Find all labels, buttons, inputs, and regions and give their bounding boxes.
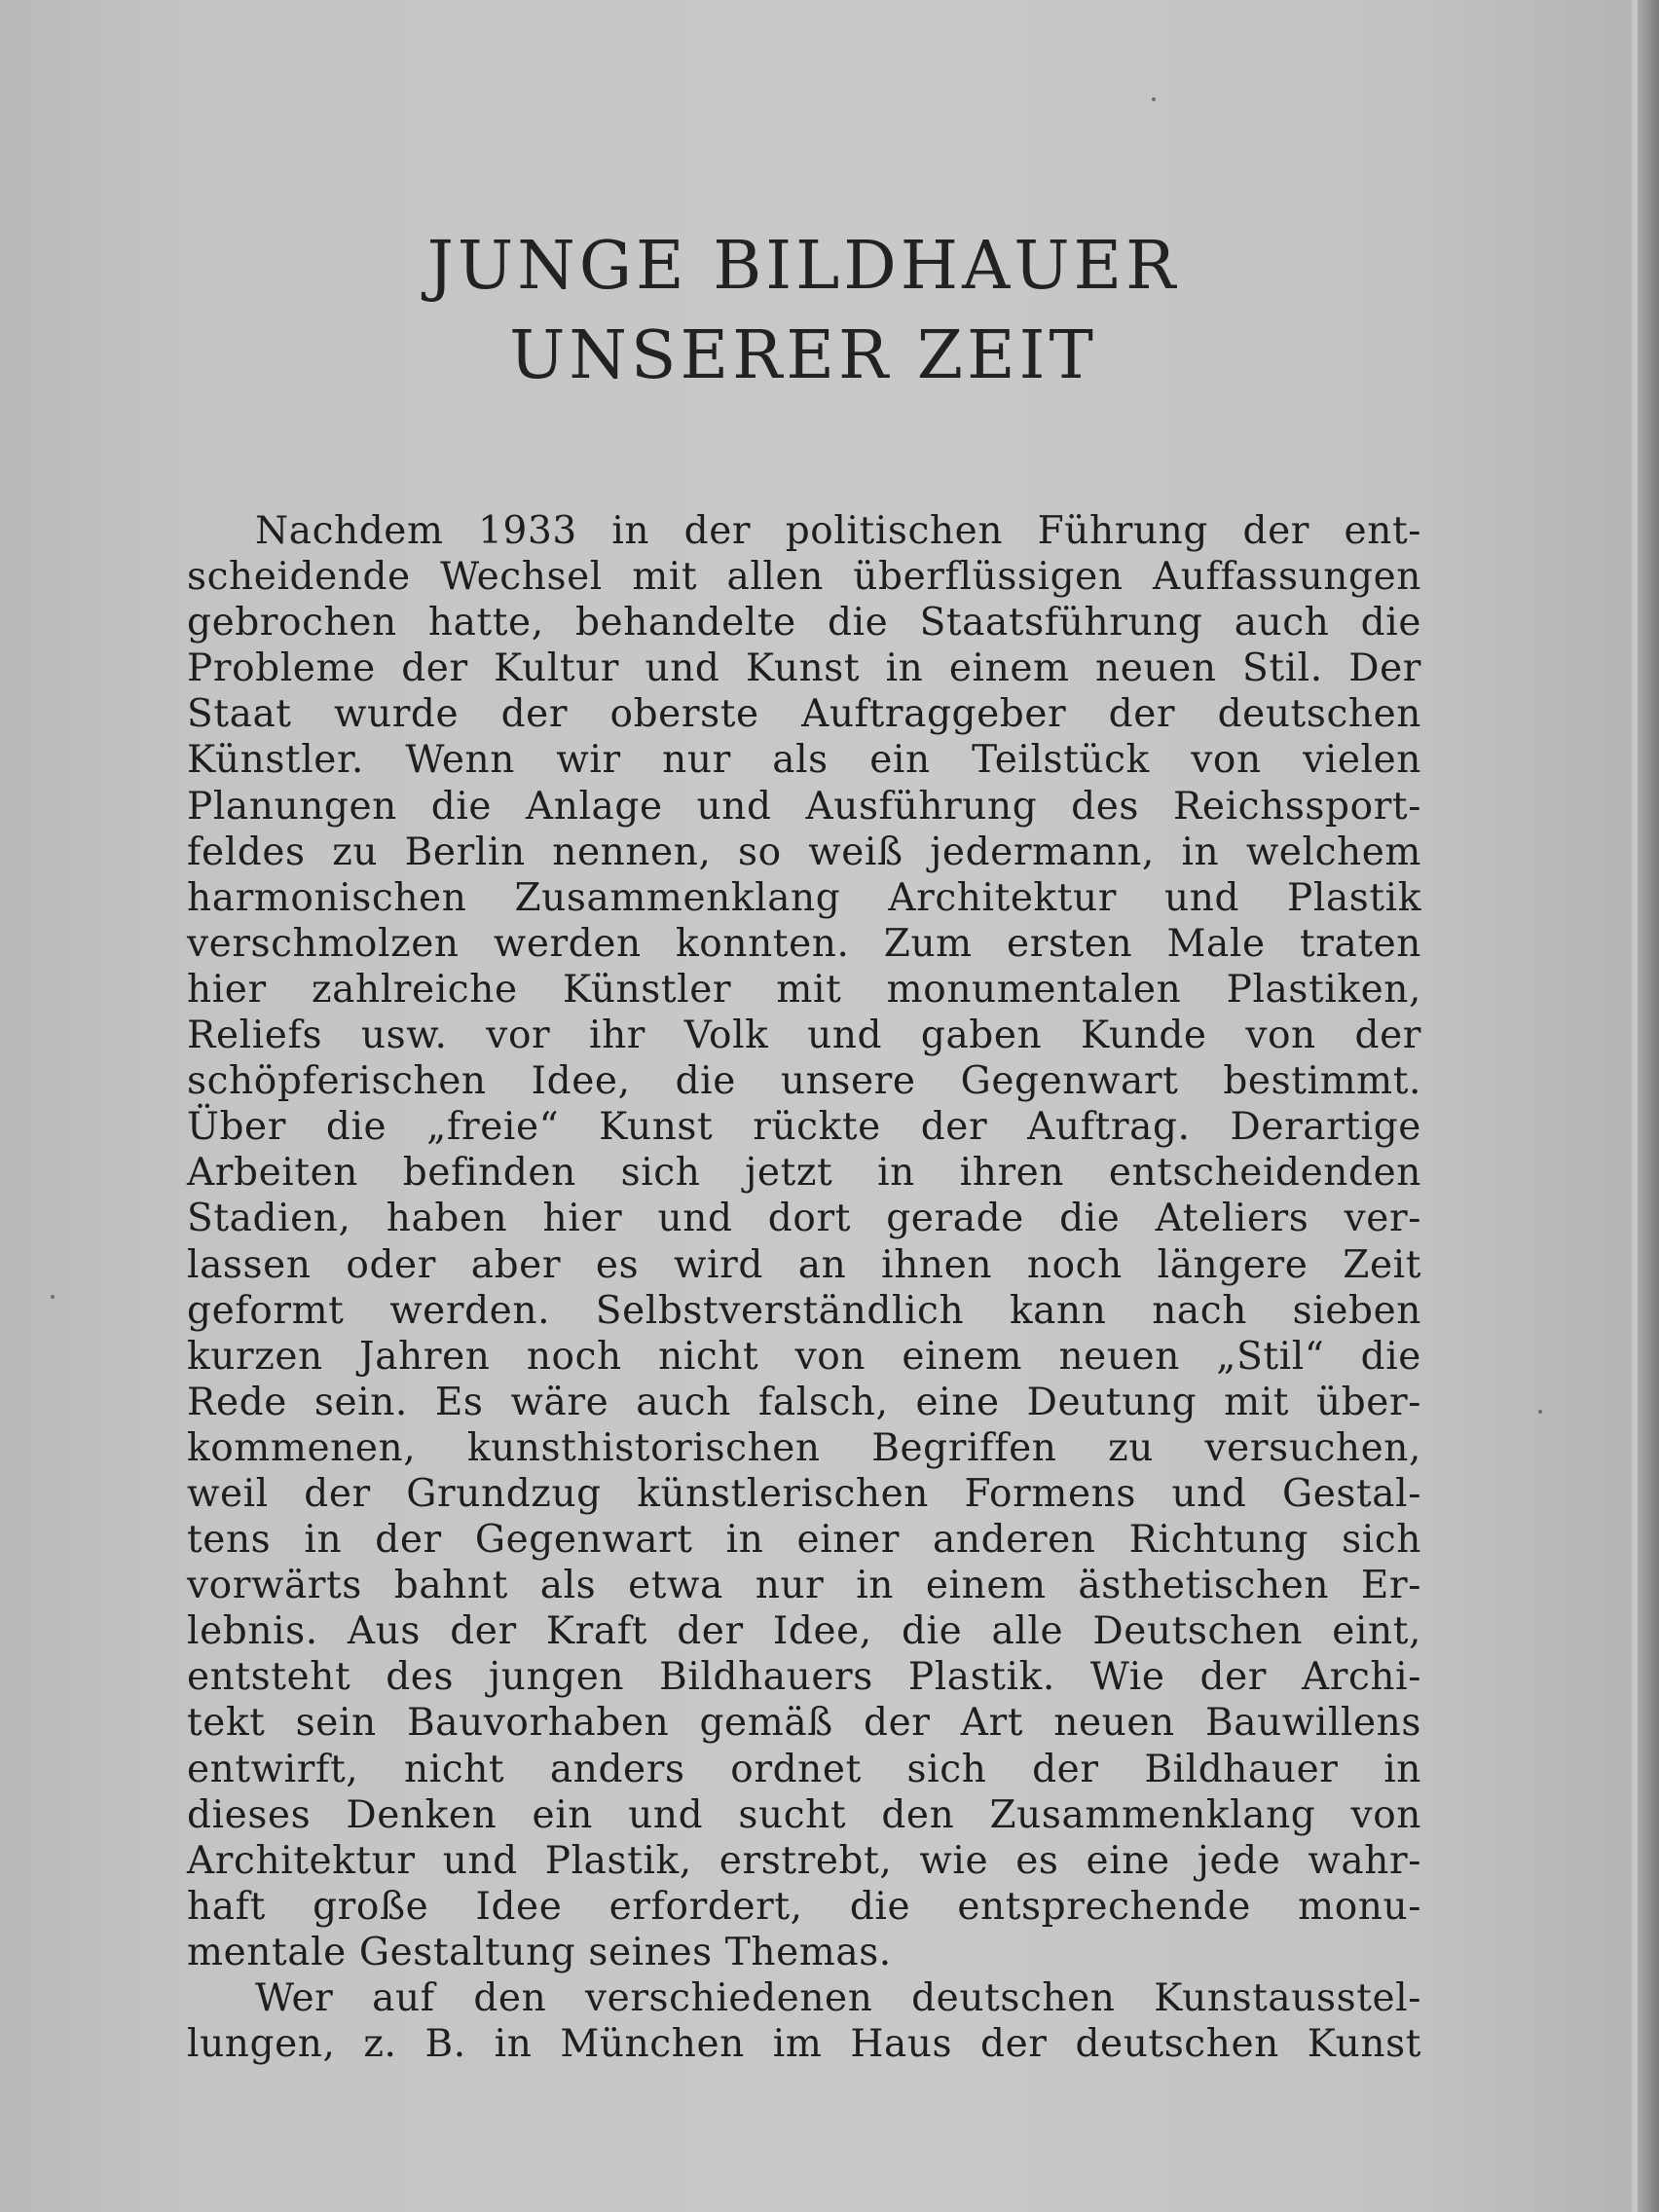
- text-line: Reliefs usw. vor ihr Volk und gaben Kunde von der: [187, 1014, 1421, 1058]
- body-text: [187, 508, 1421, 2067]
- text-line: tens in der Gegenwart in einer anderen Richtung sich: [187, 1518, 1421, 1563]
- text-line: Wer auf den verschiedenen deutschen Kunstausstel-: [255, 1976, 1421, 2020]
- text-line: feldes zu Berlin nennen, so weiß jedermann, in welchem: [187, 830, 1421, 874]
- text-line: hier zahlreiche Künstler mit monumentalen Plastiken,: [187, 967, 1421, 1012]
- text-line: entwirft, nicht anders ordnet sich der Bildhauer in: [187, 1747, 1421, 1791]
- text-line: Probleme der Kultur und Kunst in einem neuen Stil. Der: [187, 646, 1421, 691]
- page-title: [0, 222, 1606, 401]
- text-line: entsteht des jungen Bildhauers Plastik. Wie der Archi-: [187, 1655, 1421, 1700]
- text-line: Planungen die Anlage und Ausführung des Reichssport-: [187, 784, 1421, 829]
- text-line: schöpferischen Idee, die unsere Gegenwart bestimmt.: [187, 1059, 1421, 1104]
- text-line: weil der Grundzug künstlerischen Formens und Gestal-: [187, 1471, 1421, 1516]
- text-line: dieses Denken ein und sucht den Zusammenklang von: [187, 1792, 1421, 1837]
- page-edge: [1638, 0, 1659, 2212]
- text-line: lassen oder aber es wird an ihnen noch längere Zeit: [187, 1242, 1421, 1287]
- text-line: haft große Idee erfordert, die entsprechende monu-: [187, 1884, 1421, 1929]
- paper-speck: [51, 1295, 55, 1299]
- text-line: Künstler. Wenn wir nur als ein Teilstück von vielen: [187, 738, 1421, 783]
- title-line-1: JUNGE BILDHAUER: [426, 228, 1180, 305]
- title-line-2: UNSERER ZEIT: [509, 317, 1097, 394]
- text-line: Rede sein. Es wäre auch falsch, eine Deutung mit über-: [187, 1380, 1421, 1424]
- paragraph-2: [187, 1975, 1421, 2067]
- text-line: lebnis. Aus der Kraft der Idee, die alle Deutschen eint,: [187, 1609, 1421, 1654]
- text-line: Architektur und Plastik, erstrebt, wie es eine jede wahr-: [187, 1838, 1421, 1883]
- text-line: tekt sein Bauvorhaben gemäß der Art neuen Bauwillens: [187, 1701, 1421, 1746]
- paragraph-1: [187, 508, 1421, 1975]
- text-line: vorwärts bahnt als etwa nur in einem ästhetischen Er-: [187, 1564, 1421, 1608]
- text-line: kommenen, kunsthistorischen Begriffen zu versuchen,: [187, 1425, 1421, 1470]
- text-line: geformt werden. Selbstverständlich kann nach sieben: [187, 1288, 1421, 1333]
- text-line: kurzen Jahren noch nicht von einem neuen „Stil“ die: [187, 1334, 1421, 1379]
- paper-speck: [1538, 1410, 1542, 1414]
- text-line: gebrochen hatte, behandelte die Staatsführung auch die: [187, 601, 1421, 645]
- text-line: Stadien, haben hier und dort gerade die Ateliers ver-: [187, 1197, 1421, 1241]
- text-line: Nachdem 1933 in der politischen Führung der ent-: [255, 509, 1421, 553]
- paper-speck: [1152, 97, 1156, 101]
- text-line: Arbeiten befinden sich jetzt in ihren entscheidenden: [187, 1151, 1421, 1196]
- text-line: scheidende Wechsel mit allen überflüssigen Auffassungen: [187, 555, 1421, 600]
- text-line: lungen, z. B. in München im Haus der deutschen Kunst: [187, 2022, 1421, 2067]
- text-line: mentale Gestaltung seines Themas.: [187, 1930, 892, 1974]
- text-line: Staat wurde der oberste Auftraggeber der deutschen: [187, 692, 1421, 737]
- text-line: Über die „freie“ Kunst rückte der Auftrag. Derartige: [187, 1105, 1421, 1150]
- text-line: verschmolzen werden konnten. Zum ersten Male traten: [187, 921, 1421, 966]
- text-line: harmonischen Zusammenklang Architektur und Plastik: [187, 875, 1421, 920]
